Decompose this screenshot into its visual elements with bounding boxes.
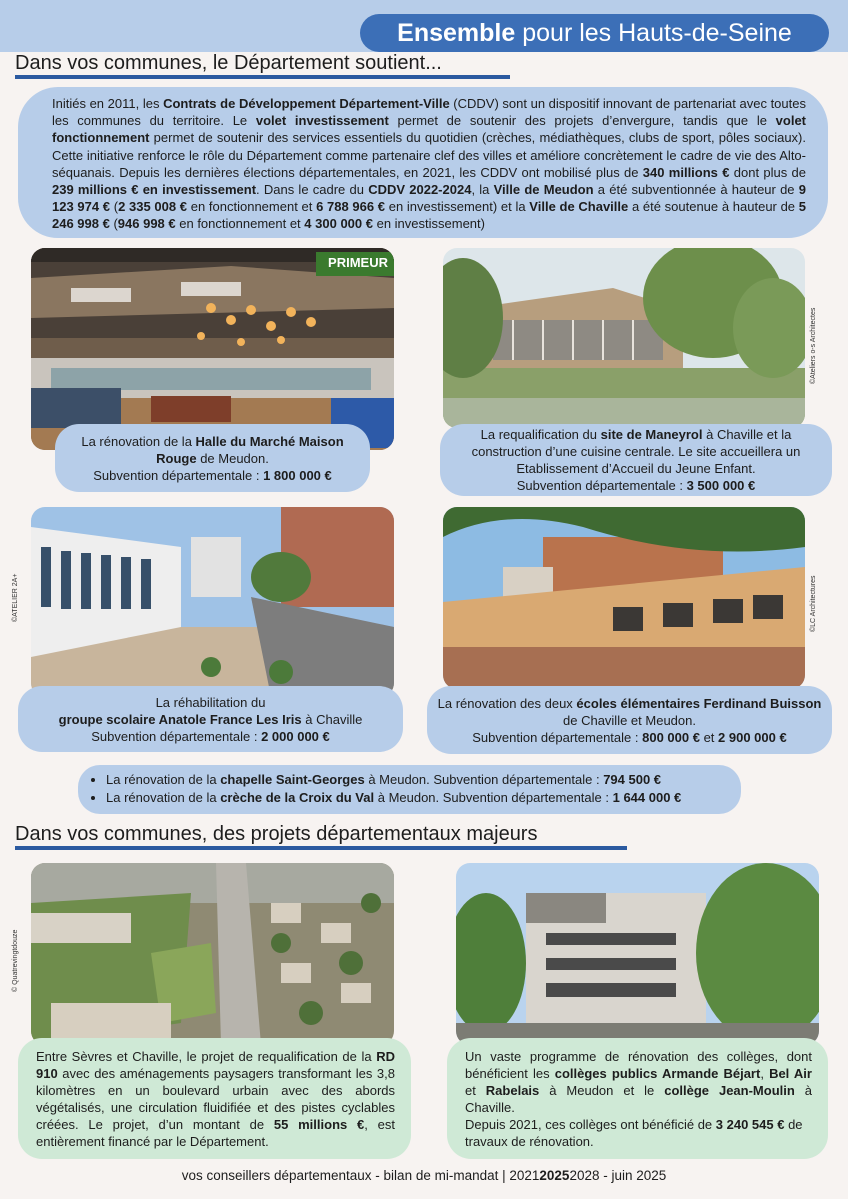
intro-paragraph: Initiés en 2011, les Contrats de Développement Département-Ville (CDDV) sont un dispositif innovant de partenariat avec toutes les communes du territoire. Le volet investissement permet de soutenir des projets d’envergure, tandis que le volet fonctionnement permet de soutenir des services essentiels du quotidien (crèches, médiathèques, clubs de sport, pôles sociaux). Cette initiative renforce le rôle du Département comme partenaire clef des villes et améliore concrètement le cadre de vie des Alto-séquanais. Depuis les dernières élections départementales, en 2021, les CDDV ont mobilisé plus de 340 millions € dont plus de 239 millions € en investissement. Dans le cadre du CDDV 2022-2024, la Ville de Meudon a été subventionnée à hauteur de 9 123 974 € (2 335 008 € en fonctionnement et 6 788 966 € en investissement) et la Ville de Chaville a été soutenue à hauteur de 5 246 998 € (946 998 € en fonctionnement et 4 300 000 € en investissement) xyxy=(18,87,828,238)
photo-rd910-aerial xyxy=(31,863,394,1045)
caption-rd910: Entre Sèvres et Chaville, le projet de requalification de la RD 910 avec des aménagements paysagers transformant les 3,8 kilomètres en un boulevard urbain avec des abords végétalisés, une circulation fluidifiée et des pistes cyclables créées. Le projet, d’un montant de 55 millions €, est entièrement financé par le Département. xyxy=(18,1038,411,1159)
page-footer: vos conseillers départementaux - bilan de mi-mandat | 202120252028 - juin 2025 xyxy=(181,1168,667,1183)
caption-halle: La rénovation de la Halle du Marché Maison Rouge de Meudon. Subvention départementale : 1 800 000 € xyxy=(55,424,370,492)
photo-halle-marche xyxy=(31,248,394,450)
section-title-projets: Dans vos communes, des projets départementaux majeurs xyxy=(15,823,538,845)
list-item: • La rénovation de la crèche de la Croix du Val à Meudon. Subvention départementale : 1 644 000 € xyxy=(106,789,741,807)
photo-ecoles-buisson xyxy=(443,507,805,689)
caption-maneyrol: La requalification du site de Maneyrol à Chaville et la construction d’une cuisine centrale. Le site accueillera un Etablissement d’Accueil du Jeune Enfant. Subvention départementale : 3 500 000 € xyxy=(440,424,832,496)
caption-buisson: La rénovation des deux écoles élémentaires Ferdinand Buisson de Chaville et Meudon. Subvention départementale : 800 000 € et 2 900 000 € xyxy=(427,686,832,754)
section-rule xyxy=(15,846,627,850)
caption-anatole: La réhabilitation du groupe scolaire Anatole France Les Iris à Chaville Subvention départementale : 2 000 000 € xyxy=(18,686,403,752)
credit-anatole: ©ATELIER 2A+ xyxy=(12,573,19,622)
photo-groupe-scolaire xyxy=(31,507,394,697)
brand-title: Ensemble pour les Hauts-de-Seine xyxy=(360,14,829,52)
caption-colleges: Un vaste programme de rénovation des collèges, dont bénéficient les collèges publics Armande Béjart, Bel Air et Rabelais à Meudon et le collège Jean-Moulin à Chaville. Depuis 2021, ces collèges ont bénéficié de 3 240 545 € de travaux de rénovation. xyxy=(447,1038,828,1159)
credit-maneyrol: ©Ateliers o-s Architectes xyxy=(810,307,817,384)
photo-site-maneyrol xyxy=(443,248,805,428)
other-subsidies-list xyxy=(78,765,741,814)
primeur-sign: PRIMEUR xyxy=(328,255,388,270)
credit-rd910: © Quatrevingtdouze xyxy=(12,929,19,992)
credit-buisson: ©LC Architectures xyxy=(810,575,817,632)
list-item: • La rénovation de la chapelle Saint-Georges à Meudon. Subvention départementale : 794 500 € xyxy=(106,771,741,789)
section-rule xyxy=(15,75,510,79)
photo-college xyxy=(456,863,819,1045)
section-title-soutient: Dans vos communes, le Département soutient... xyxy=(15,52,442,74)
